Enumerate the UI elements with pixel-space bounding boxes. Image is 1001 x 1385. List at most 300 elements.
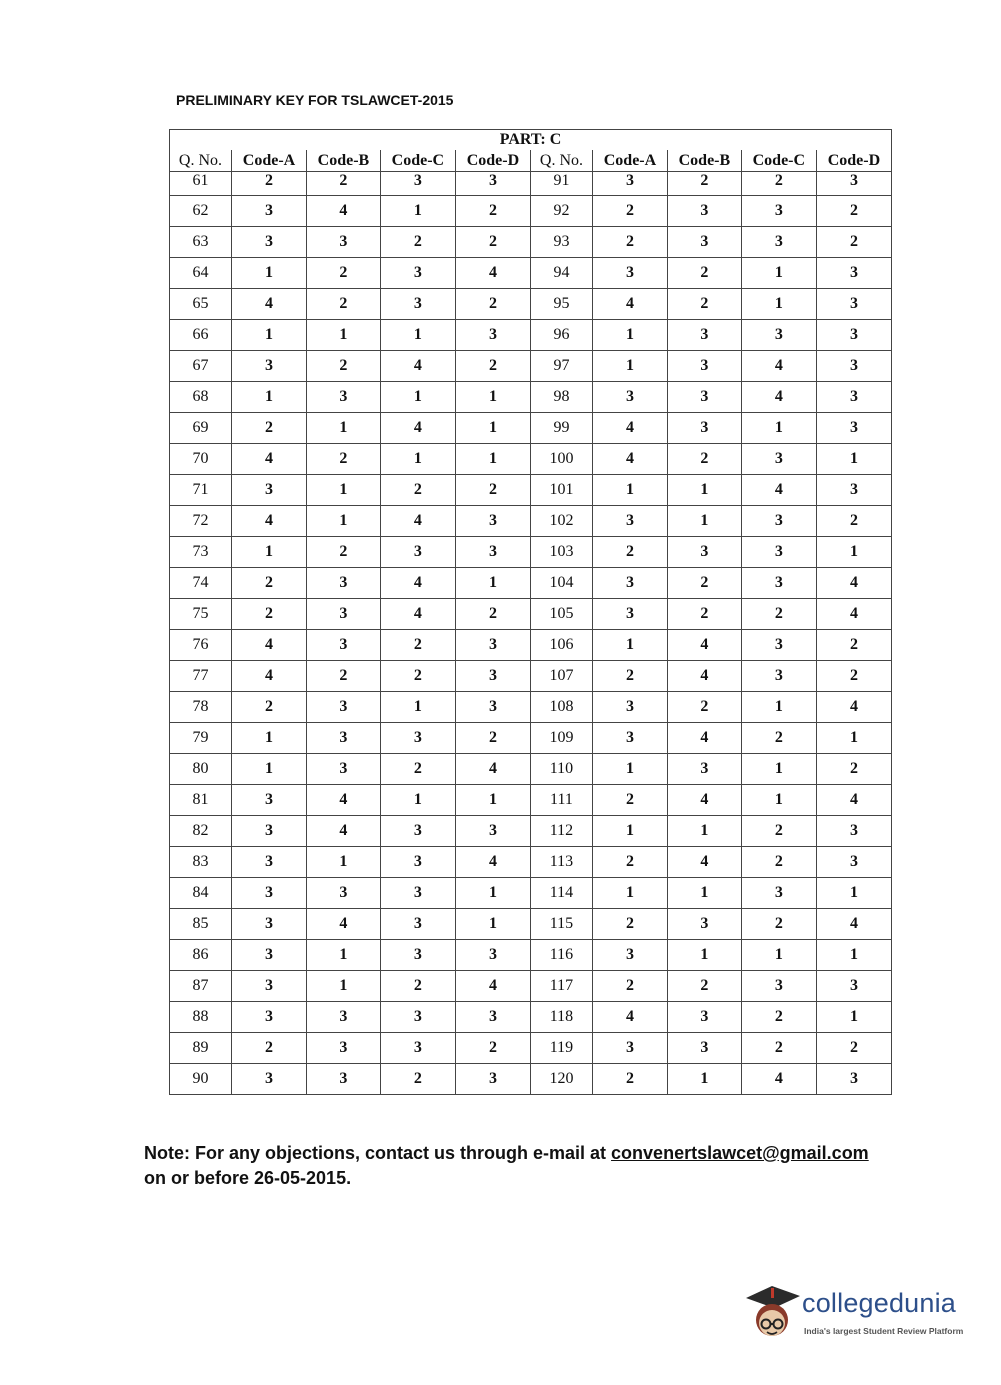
answer-cell: 3 bbox=[455, 172, 530, 196]
answer-cell: 1 bbox=[667, 475, 741, 506]
table-row bbox=[170, 878, 892, 909]
answer-cell: 3 bbox=[741, 320, 816, 351]
answer-cell: 1 bbox=[380, 320, 455, 351]
answer-cell: 3 bbox=[667, 227, 741, 258]
answer-cell: 3 bbox=[592, 506, 667, 537]
answer-cell: 1 bbox=[816, 723, 891, 754]
question-number-cell: 81 bbox=[170, 785, 232, 816]
answer-cell: 3 bbox=[380, 1033, 455, 1064]
answer-cell: 2 bbox=[667, 289, 741, 320]
answer-cell: 3 bbox=[307, 568, 381, 599]
answer-cell: 1 bbox=[667, 940, 741, 971]
answer-key-table bbox=[169, 129, 892, 1095]
question-number-cell: 102 bbox=[530, 506, 592, 537]
answer-cell: 3 bbox=[592, 258, 667, 289]
answer-cell: 1 bbox=[307, 847, 381, 878]
question-number-cell: 113 bbox=[530, 847, 592, 878]
answer-cell: 3 bbox=[455, 1064, 530, 1095]
answer-cell: 3 bbox=[231, 1002, 306, 1033]
answer-cell: 3 bbox=[741, 661, 816, 692]
answer-cell: 3 bbox=[667, 351, 741, 382]
answer-cell: 1 bbox=[307, 940, 381, 971]
table-row bbox=[170, 1064, 892, 1095]
answer-cell: 3 bbox=[231, 475, 306, 506]
answer-cell: 3 bbox=[307, 630, 381, 661]
answer-cell: 2 bbox=[307, 537, 381, 568]
answer-cell: 2 bbox=[741, 1033, 816, 1064]
answer-cell: 1 bbox=[741, 692, 816, 723]
answer-cell: 3 bbox=[455, 506, 530, 537]
answer-cell: 4 bbox=[455, 754, 530, 785]
answer-cell: 4 bbox=[592, 1002, 667, 1033]
answer-cell: 4 bbox=[380, 506, 455, 537]
answer-cell: 3 bbox=[380, 172, 455, 196]
table-row bbox=[170, 289, 892, 320]
answer-cell: 1 bbox=[455, 568, 530, 599]
answer-cell: 2 bbox=[592, 537, 667, 568]
question-number-cell: 78 bbox=[170, 692, 232, 723]
question-number-cell: 83 bbox=[170, 847, 232, 878]
table-row bbox=[170, 413, 892, 444]
answer-cell: 1 bbox=[741, 940, 816, 971]
answer-cell: 3 bbox=[592, 599, 667, 630]
answer-cell: 1 bbox=[667, 506, 741, 537]
answer-cell: 2 bbox=[667, 692, 741, 723]
answer-cell: 1 bbox=[455, 909, 530, 940]
answer-cell: 3 bbox=[592, 382, 667, 413]
answer-cell: 2 bbox=[816, 1033, 891, 1064]
question-number-cell: 93 bbox=[530, 227, 592, 258]
answer-cell: 2 bbox=[667, 971, 741, 1002]
answer-cell: 3 bbox=[592, 723, 667, 754]
table-row bbox=[170, 196, 892, 227]
answer-cell: 4 bbox=[592, 289, 667, 320]
question-number-cell: 62 bbox=[170, 196, 232, 227]
answer-cell: 3 bbox=[380, 289, 455, 320]
answer-cell: 2 bbox=[455, 196, 530, 227]
question-number-cell: 109 bbox=[530, 723, 592, 754]
answer-cell: 4 bbox=[231, 444, 306, 475]
question-number-cell: 64 bbox=[170, 258, 232, 289]
question-number-cell: 89 bbox=[170, 1033, 232, 1064]
table-row bbox=[170, 692, 892, 723]
answer-cell: 1 bbox=[592, 878, 667, 909]
answer-cell: 3 bbox=[380, 909, 455, 940]
answer-cell: 3 bbox=[741, 227, 816, 258]
answer-cell: 1 bbox=[741, 754, 816, 785]
answer-cell: 3 bbox=[816, 172, 891, 196]
question-number-cell: 103 bbox=[530, 537, 592, 568]
answer-cell: 1 bbox=[741, 413, 816, 444]
answer-cell: 3 bbox=[231, 940, 306, 971]
table-row bbox=[170, 475, 892, 506]
question-number-cell: 76 bbox=[170, 630, 232, 661]
table-row bbox=[170, 227, 892, 258]
answer-cell: 1 bbox=[231, 537, 306, 568]
answer-cell: 3 bbox=[307, 723, 381, 754]
table-row bbox=[170, 172, 892, 196]
answer-cell: 2 bbox=[816, 661, 891, 692]
answer-cell: 3 bbox=[231, 878, 306, 909]
answer-cell: 4 bbox=[741, 351, 816, 382]
page-title: PRELIMINARY KEY FOR TSLAWCET-2015 bbox=[176, 92, 454, 108]
answer-cell: 2 bbox=[380, 661, 455, 692]
question-number-cell: 98 bbox=[530, 382, 592, 413]
answer-cell: 4 bbox=[667, 723, 741, 754]
answer-cell: 1 bbox=[592, 351, 667, 382]
answer-cell: 3 bbox=[667, 1033, 741, 1064]
question-number-cell: 66 bbox=[170, 320, 232, 351]
answer-cell: 2 bbox=[231, 172, 306, 196]
answer-cell: 4 bbox=[816, 599, 891, 630]
collegedunia-logo bbox=[742, 1278, 972, 1344]
answer-cell: 4 bbox=[380, 599, 455, 630]
answer-cell: 2 bbox=[592, 1064, 667, 1095]
question-number-cell: 68 bbox=[170, 382, 232, 413]
answer-cell: 3 bbox=[307, 692, 381, 723]
answer-cell: 3 bbox=[592, 1033, 667, 1064]
answer-cell: 2 bbox=[231, 692, 306, 723]
question-number-cell: 112 bbox=[530, 816, 592, 847]
qno-header: Q. No. bbox=[530, 150, 592, 172]
answer-cell: 2 bbox=[741, 816, 816, 847]
answer-cell: 3 bbox=[816, 816, 891, 847]
answer-cell: 4 bbox=[380, 351, 455, 382]
answer-cell: 3 bbox=[455, 537, 530, 568]
question-number-cell: 75 bbox=[170, 599, 232, 630]
answer-cell: 3 bbox=[741, 630, 816, 661]
answer-cell: 4 bbox=[741, 1064, 816, 1095]
answer-cell: 4 bbox=[455, 258, 530, 289]
answer-cell: 3 bbox=[231, 1064, 306, 1095]
answer-cell: 2 bbox=[741, 172, 816, 196]
answer-cell: 4 bbox=[667, 785, 741, 816]
column-header-row bbox=[170, 150, 892, 172]
answer-cell: 4 bbox=[380, 568, 455, 599]
answer-cell: 3 bbox=[816, 258, 891, 289]
question-number-cell: 108 bbox=[530, 692, 592, 723]
table-row bbox=[170, 506, 892, 537]
answer-cell: 2 bbox=[592, 661, 667, 692]
answer-cell: 2 bbox=[741, 599, 816, 630]
answer-cell: 3 bbox=[816, 413, 891, 444]
answer-cell: 3 bbox=[231, 909, 306, 940]
answer-cell: 3 bbox=[231, 847, 306, 878]
table-row bbox=[170, 1002, 892, 1033]
answer-cell: 3 bbox=[667, 413, 741, 444]
answer-cell: 3 bbox=[380, 537, 455, 568]
answer-cell: 2 bbox=[816, 227, 891, 258]
answer-cell: 2 bbox=[667, 568, 741, 599]
answer-cell: 4 bbox=[307, 816, 381, 847]
answer-cell: 2 bbox=[455, 1033, 530, 1064]
answer-cell: 2 bbox=[455, 351, 530, 382]
answer-cell: 3 bbox=[231, 351, 306, 382]
answer-cell: 3 bbox=[231, 196, 306, 227]
answer-cell: 2 bbox=[455, 227, 530, 258]
answer-cell: 3 bbox=[380, 816, 455, 847]
question-number-cell: 107 bbox=[530, 661, 592, 692]
answer-cell: 3 bbox=[380, 723, 455, 754]
code-header: Code-C bbox=[380, 150, 455, 172]
question-number-cell: 88 bbox=[170, 1002, 232, 1033]
table-row bbox=[170, 723, 892, 754]
table-row bbox=[170, 1033, 892, 1064]
question-number-cell: 79 bbox=[170, 723, 232, 754]
answer-cell: 3 bbox=[455, 1002, 530, 1033]
answer-cell: 3 bbox=[380, 847, 455, 878]
answer-cell: 1 bbox=[380, 444, 455, 475]
question-number-cell: 92 bbox=[530, 196, 592, 227]
answer-cell: 2 bbox=[231, 599, 306, 630]
question-number-cell: 106 bbox=[530, 630, 592, 661]
answer-key-body bbox=[170, 172, 892, 1095]
answer-cell: 1 bbox=[816, 444, 891, 475]
answer-cell: 2 bbox=[667, 258, 741, 289]
table-row bbox=[170, 599, 892, 630]
answer-cell: 2 bbox=[592, 227, 667, 258]
code-header: Code-A bbox=[592, 150, 667, 172]
answer-cell: 3 bbox=[455, 692, 530, 723]
answer-cell: 3 bbox=[307, 382, 381, 413]
table-row bbox=[170, 940, 892, 971]
answer-cell: 3 bbox=[307, 878, 381, 909]
answer-cell: 3 bbox=[307, 1002, 381, 1033]
answer-cell: 4 bbox=[741, 382, 816, 413]
answer-cell: 3 bbox=[816, 289, 891, 320]
question-number-cell: 82 bbox=[170, 816, 232, 847]
answer-cell: 3 bbox=[380, 258, 455, 289]
answer-cell: 1 bbox=[741, 258, 816, 289]
answer-cell: 3 bbox=[455, 320, 530, 351]
answer-cell: 2 bbox=[231, 568, 306, 599]
table-row bbox=[170, 909, 892, 940]
answer-cell: 3 bbox=[741, 506, 816, 537]
question-number-cell: 61 bbox=[170, 172, 232, 196]
answer-cell: 4 bbox=[455, 847, 530, 878]
answer-cell: 2 bbox=[307, 289, 381, 320]
answer-cell: 3 bbox=[816, 475, 891, 506]
answer-cell: 1 bbox=[816, 940, 891, 971]
answer-cell: 4 bbox=[667, 661, 741, 692]
answer-cell: 3 bbox=[380, 878, 455, 909]
objection-note bbox=[144, 1141, 924, 1191]
table-row bbox=[170, 847, 892, 878]
answer-cell: 2 bbox=[816, 506, 891, 537]
answer-cell: 2 bbox=[741, 723, 816, 754]
question-number-cell: 70 bbox=[170, 444, 232, 475]
answer-cell: 4 bbox=[816, 909, 891, 940]
code-header: Code-B bbox=[307, 150, 381, 172]
answer-cell: 4 bbox=[592, 413, 667, 444]
question-number-cell: 99 bbox=[530, 413, 592, 444]
answer-cell: 3 bbox=[231, 816, 306, 847]
answer-cell: 2 bbox=[307, 258, 381, 289]
answer-cell: 1 bbox=[231, 382, 306, 413]
answer-cell: 3 bbox=[741, 196, 816, 227]
table-row bbox=[170, 320, 892, 351]
table-row bbox=[170, 568, 892, 599]
answer-cell: 4 bbox=[667, 630, 741, 661]
question-number-cell: 86 bbox=[170, 940, 232, 971]
question-number-cell: 87 bbox=[170, 971, 232, 1002]
answer-cell: 4 bbox=[741, 475, 816, 506]
answer-cell: 1 bbox=[455, 444, 530, 475]
code-header: Code-B bbox=[667, 150, 741, 172]
answer-cell: 1 bbox=[380, 785, 455, 816]
answer-cell: 4 bbox=[231, 630, 306, 661]
question-number-cell: 100 bbox=[530, 444, 592, 475]
answer-cell: 1 bbox=[307, 475, 381, 506]
answer-cell: 2 bbox=[231, 413, 306, 444]
question-number-cell: 94 bbox=[530, 258, 592, 289]
answer-cell: 2 bbox=[380, 1064, 455, 1095]
answer-cell: 4 bbox=[380, 413, 455, 444]
answer-cell: 1 bbox=[455, 878, 530, 909]
answer-cell: 4 bbox=[816, 568, 891, 599]
answer-cell: 1 bbox=[816, 1002, 891, 1033]
answer-cell: 3 bbox=[455, 816, 530, 847]
part-heading: PART: C bbox=[170, 130, 892, 151]
answer-cell: 2 bbox=[592, 909, 667, 940]
question-number-cell: 115 bbox=[530, 909, 592, 940]
answer-cell: 1 bbox=[741, 785, 816, 816]
question-number-cell: 63 bbox=[170, 227, 232, 258]
question-number-cell: 80 bbox=[170, 754, 232, 785]
question-number-cell: 114 bbox=[530, 878, 592, 909]
answer-cell: 2 bbox=[667, 599, 741, 630]
question-number-cell: 117 bbox=[530, 971, 592, 1002]
question-number-cell: 118 bbox=[530, 1002, 592, 1033]
answer-cell: 3 bbox=[816, 320, 891, 351]
answer-cell: 1 bbox=[307, 413, 381, 444]
table-row bbox=[170, 630, 892, 661]
question-number-cell: 96 bbox=[530, 320, 592, 351]
answer-cell: 3 bbox=[667, 382, 741, 413]
question-number-cell: 120 bbox=[530, 1064, 592, 1095]
answer-cell: 1 bbox=[380, 692, 455, 723]
answer-cell: 2 bbox=[455, 599, 530, 630]
table-row bbox=[170, 351, 892, 382]
answer-cell: 3 bbox=[816, 382, 891, 413]
code-header: Code-D bbox=[816, 150, 891, 172]
question-number-cell: 95 bbox=[530, 289, 592, 320]
question-number-cell: 119 bbox=[530, 1033, 592, 1064]
answer-cell: 3 bbox=[816, 351, 891, 382]
question-number-cell: 97 bbox=[530, 351, 592, 382]
question-number-cell: 111 bbox=[530, 785, 592, 816]
answer-cell: 1 bbox=[592, 754, 667, 785]
answer-cell: 2 bbox=[592, 196, 667, 227]
table-row bbox=[170, 444, 892, 475]
answer-cell: 3 bbox=[307, 599, 381, 630]
answer-cell: 3 bbox=[667, 196, 741, 227]
answer-cell: 3 bbox=[816, 971, 891, 1002]
answer-cell: 4 bbox=[307, 785, 381, 816]
answer-cell: 4 bbox=[231, 661, 306, 692]
answer-cell: 2 bbox=[380, 754, 455, 785]
answer-cell: 3 bbox=[592, 692, 667, 723]
answer-cell: 1 bbox=[816, 537, 891, 568]
answer-cell: 4 bbox=[307, 196, 381, 227]
answer-cell: 2 bbox=[816, 754, 891, 785]
question-number-cell: 110 bbox=[530, 754, 592, 785]
answer-cell: 2 bbox=[380, 475, 455, 506]
answer-cell: 3 bbox=[741, 537, 816, 568]
contact-email-link[interactable]: convenertslawcet@gmail.com bbox=[611, 1143, 869, 1163]
question-number-cell: 104 bbox=[530, 568, 592, 599]
answer-cell: 3 bbox=[741, 568, 816, 599]
answer-cell: 4 bbox=[455, 971, 530, 1002]
answer-cell: 3 bbox=[380, 1002, 455, 1033]
answer-cell: 1 bbox=[741, 289, 816, 320]
answer-cell: 2 bbox=[307, 661, 381, 692]
answer-cell: 3 bbox=[667, 909, 741, 940]
question-number-cell: 65 bbox=[170, 289, 232, 320]
answer-cell: 1 bbox=[455, 382, 530, 413]
answer-cell: 3 bbox=[667, 754, 741, 785]
question-number-cell: 73 bbox=[170, 537, 232, 568]
question-number-cell: 116 bbox=[530, 940, 592, 971]
logo-wordmark: collegedunia bbox=[802, 1288, 957, 1318]
answer-cell: 3 bbox=[816, 847, 891, 878]
answer-cell: 2 bbox=[380, 227, 455, 258]
note-deadline: on or before 26-05-2015. bbox=[144, 1168, 352, 1188]
answer-cell: 3 bbox=[592, 940, 667, 971]
answer-cell: 3 bbox=[455, 661, 530, 692]
answer-cell: 3 bbox=[231, 971, 306, 1002]
question-number-cell: 71 bbox=[170, 475, 232, 506]
table-row bbox=[170, 754, 892, 785]
answer-cell: 3 bbox=[667, 320, 741, 351]
answer-cell: 1 bbox=[380, 196, 455, 227]
answer-cell: 3 bbox=[307, 754, 381, 785]
answer-cell: 4 bbox=[816, 785, 891, 816]
answer-cell: 3 bbox=[816, 1064, 891, 1095]
answer-cell: 2 bbox=[667, 172, 741, 196]
answer-cell: 1 bbox=[307, 320, 381, 351]
answer-cell: 1 bbox=[667, 878, 741, 909]
answer-cell: 3 bbox=[231, 785, 306, 816]
answer-cell: 3 bbox=[307, 1033, 381, 1064]
question-number-cell: 67 bbox=[170, 351, 232, 382]
answer-cell: 2 bbox=[741, 1002, 816, 1033]
note-text: Note: For any objections, contact us through e-mail at bbox=[144, 1143, 612, 1163]
answer-cell: 3 bbox=[592, 172, 667, 196]
question-number-cell: 72 bbox=[170, 506, 232, 537]
answer-cell: 2 bbox=[816, 630, 891, 661]
question-number-cell: 77 bbox=[170, 661, 232, 692]
answer-cell: 2 bbox=[816, 196, 891, 227]
answer-cell: 2 bbox=[455, 289, 530, 320]
code-header: Code-A bbox=[231, 150, 306, 172]
answer-cell: 4 bbox=[231, 289, 306, 320]
answer-cell: 2 bbox=[455, 475, 530, 506]
answer-cell: 2 bbox=[455, 723, 530, 754]
answer-cell: 3 bbox=[741, 971, 816, 1002]
answer-cell: 1 bbox=[592, 816, 667, 847]
answer-cell: 2 bbox=[741, 909, 816, 940]
qno-header: Q. No. bbox=[170, 150, 232, 172]
answer-cell: 3 bbox=[455, 630, 530, 661]
table-row bbox=[170, 537, 892, 568]
question-number-cell: 84 bbox=[170, 878, 232, 909]
answer-cell: 3 bbox=[307, 227, 381, 258]
answer-cell: 4 bbox=[231, 506, 306, 537]
answer-cell: 2 bbox=[307, 444, 381, 475]
answer-cell: 4 bbox=[667, 847, 741, 878]
answer-cell: 3 bbox=[667, 537, 741, 568]
